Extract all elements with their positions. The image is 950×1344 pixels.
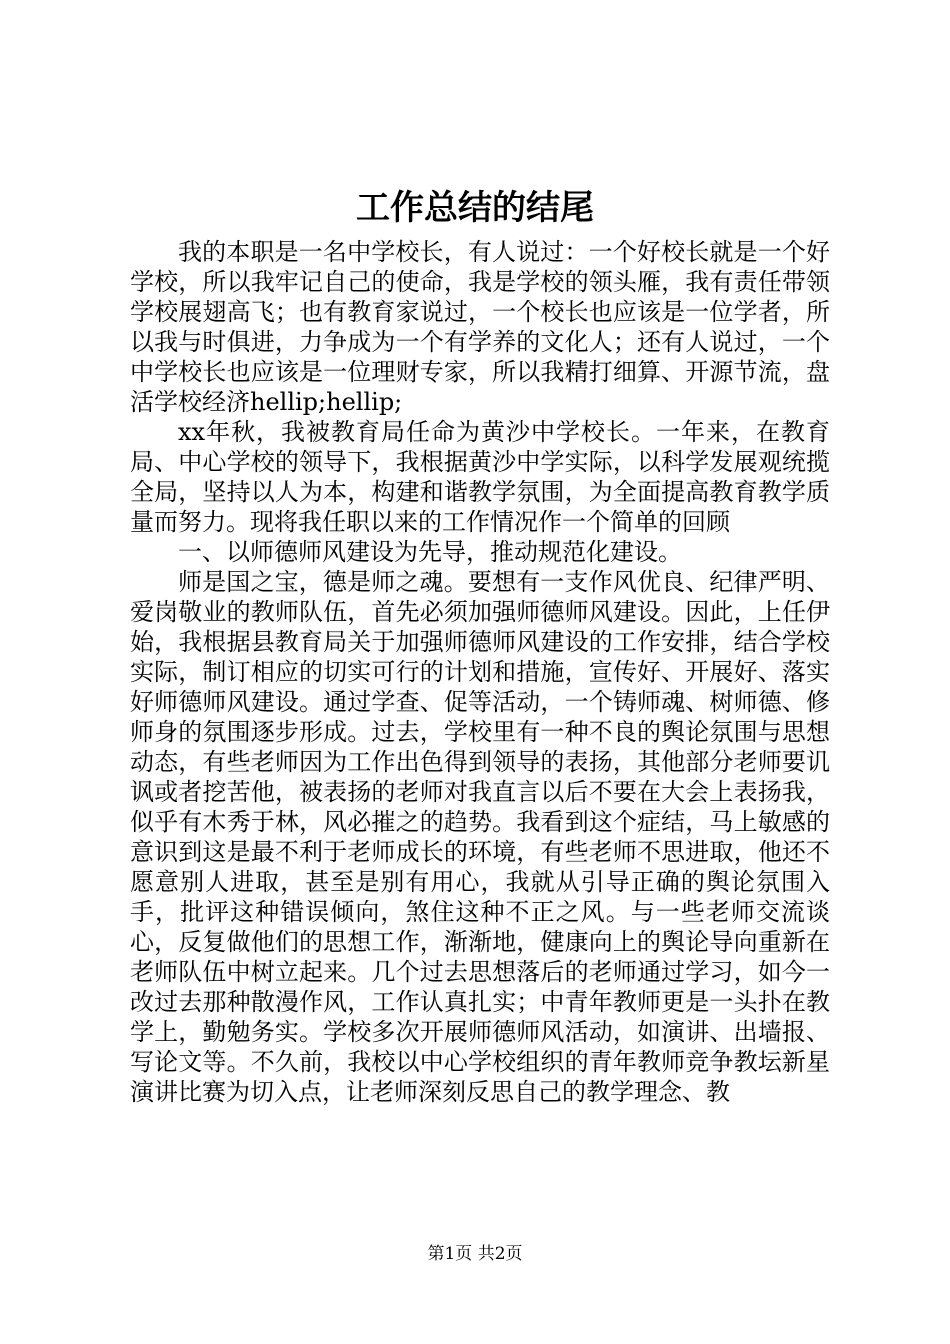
document-body — [130, 237, 830, 1107]
page-number-footer: 第1页 共2页 — [427, 1244, 523, 1264]
paragraph: 我的本职是一名中学校长，有人说过：一个好校长就是一个好学校，所以我牢记自己的使命，我是学校的领头雁，我有责任带领学校展翅高飞；也有教育家说过，一个校长也应该是一位学者，所以我与时俱进，力争成为一个有学养的文化人；还有人说过，一个中学校长也应该是一位理财专家，所以我精打细算、开源节流，盘活学校经济hellip;hellip; — [130, 238, 830, 416]
section-heading: 一、以师德师风建设为先导，推动规范化建设。 — [178, 538, 682, 566]
paragraph: xx年秋，我被教育局任命为黄沙中学校长。一年来，在教育局、中心学校的领导下，我根据黄沙中学实际，以科学发展观统揽全局，坚持以人为本，构建和谐教学氛围，为全面提高教育教学质量而努力。现将我任职以来的工作情况作一个简单的回顾 — [130, 418, 830, 536]
document-title: 工作总结的结尾 — [356, 188, 594, 228]
paragraph: 师是国之宝，德是师之魂。要想有一支作风优良、纪律严明、爱岗敬业的教师队伍，首先必须加强师德师风建设。因此，上任伊始，我根据县教育局关于加强师德师风建设的工作安排，结合学校实际，制订相应的切实可行的计划和措施，宣传好、开展好、落实好师德师风建设。通过学查、促等活动，一个铸师魂、树师德、修师身的氛围逐步形成。过去，学校里有一种不良的舆论氛围与思想动态，有些老师因为工作出色得到领导的表扬，其他部分老师要讥讽或者挖苦他，被表扬的老师对我直言以后不要在大会上表扬我，似乎有木秀于林，风必摧之的趋势。我看到这个症结，马上敏感的意识到这是最不利于老师成长的环境，有些老师不思进取，他还不愿意别人进取，甚至是别有用心，我就从引导正确的舆论氛围入手，批评这种错误倾向，煞住这种不正之风。与一些老师交流谈心，反复做他们的思想工作，渐渐地，健康向上的舆论导向重新在老师队伍中树立起来。几个过去思想落后的老师通过学习，如今一改过去那种散漫作风，工作认真扎实；中青年教师更是一头扑在教学上，勤勉务实。学校多次开展师德师风活动，如演讲、出墙报、写论文等。不久前，我校以中心学校组织的青年教师竞争教坛新星演讲比赛为切入点，让老师深刻反思自己的教学理念、教 — [130, 568, 830, 1106]
